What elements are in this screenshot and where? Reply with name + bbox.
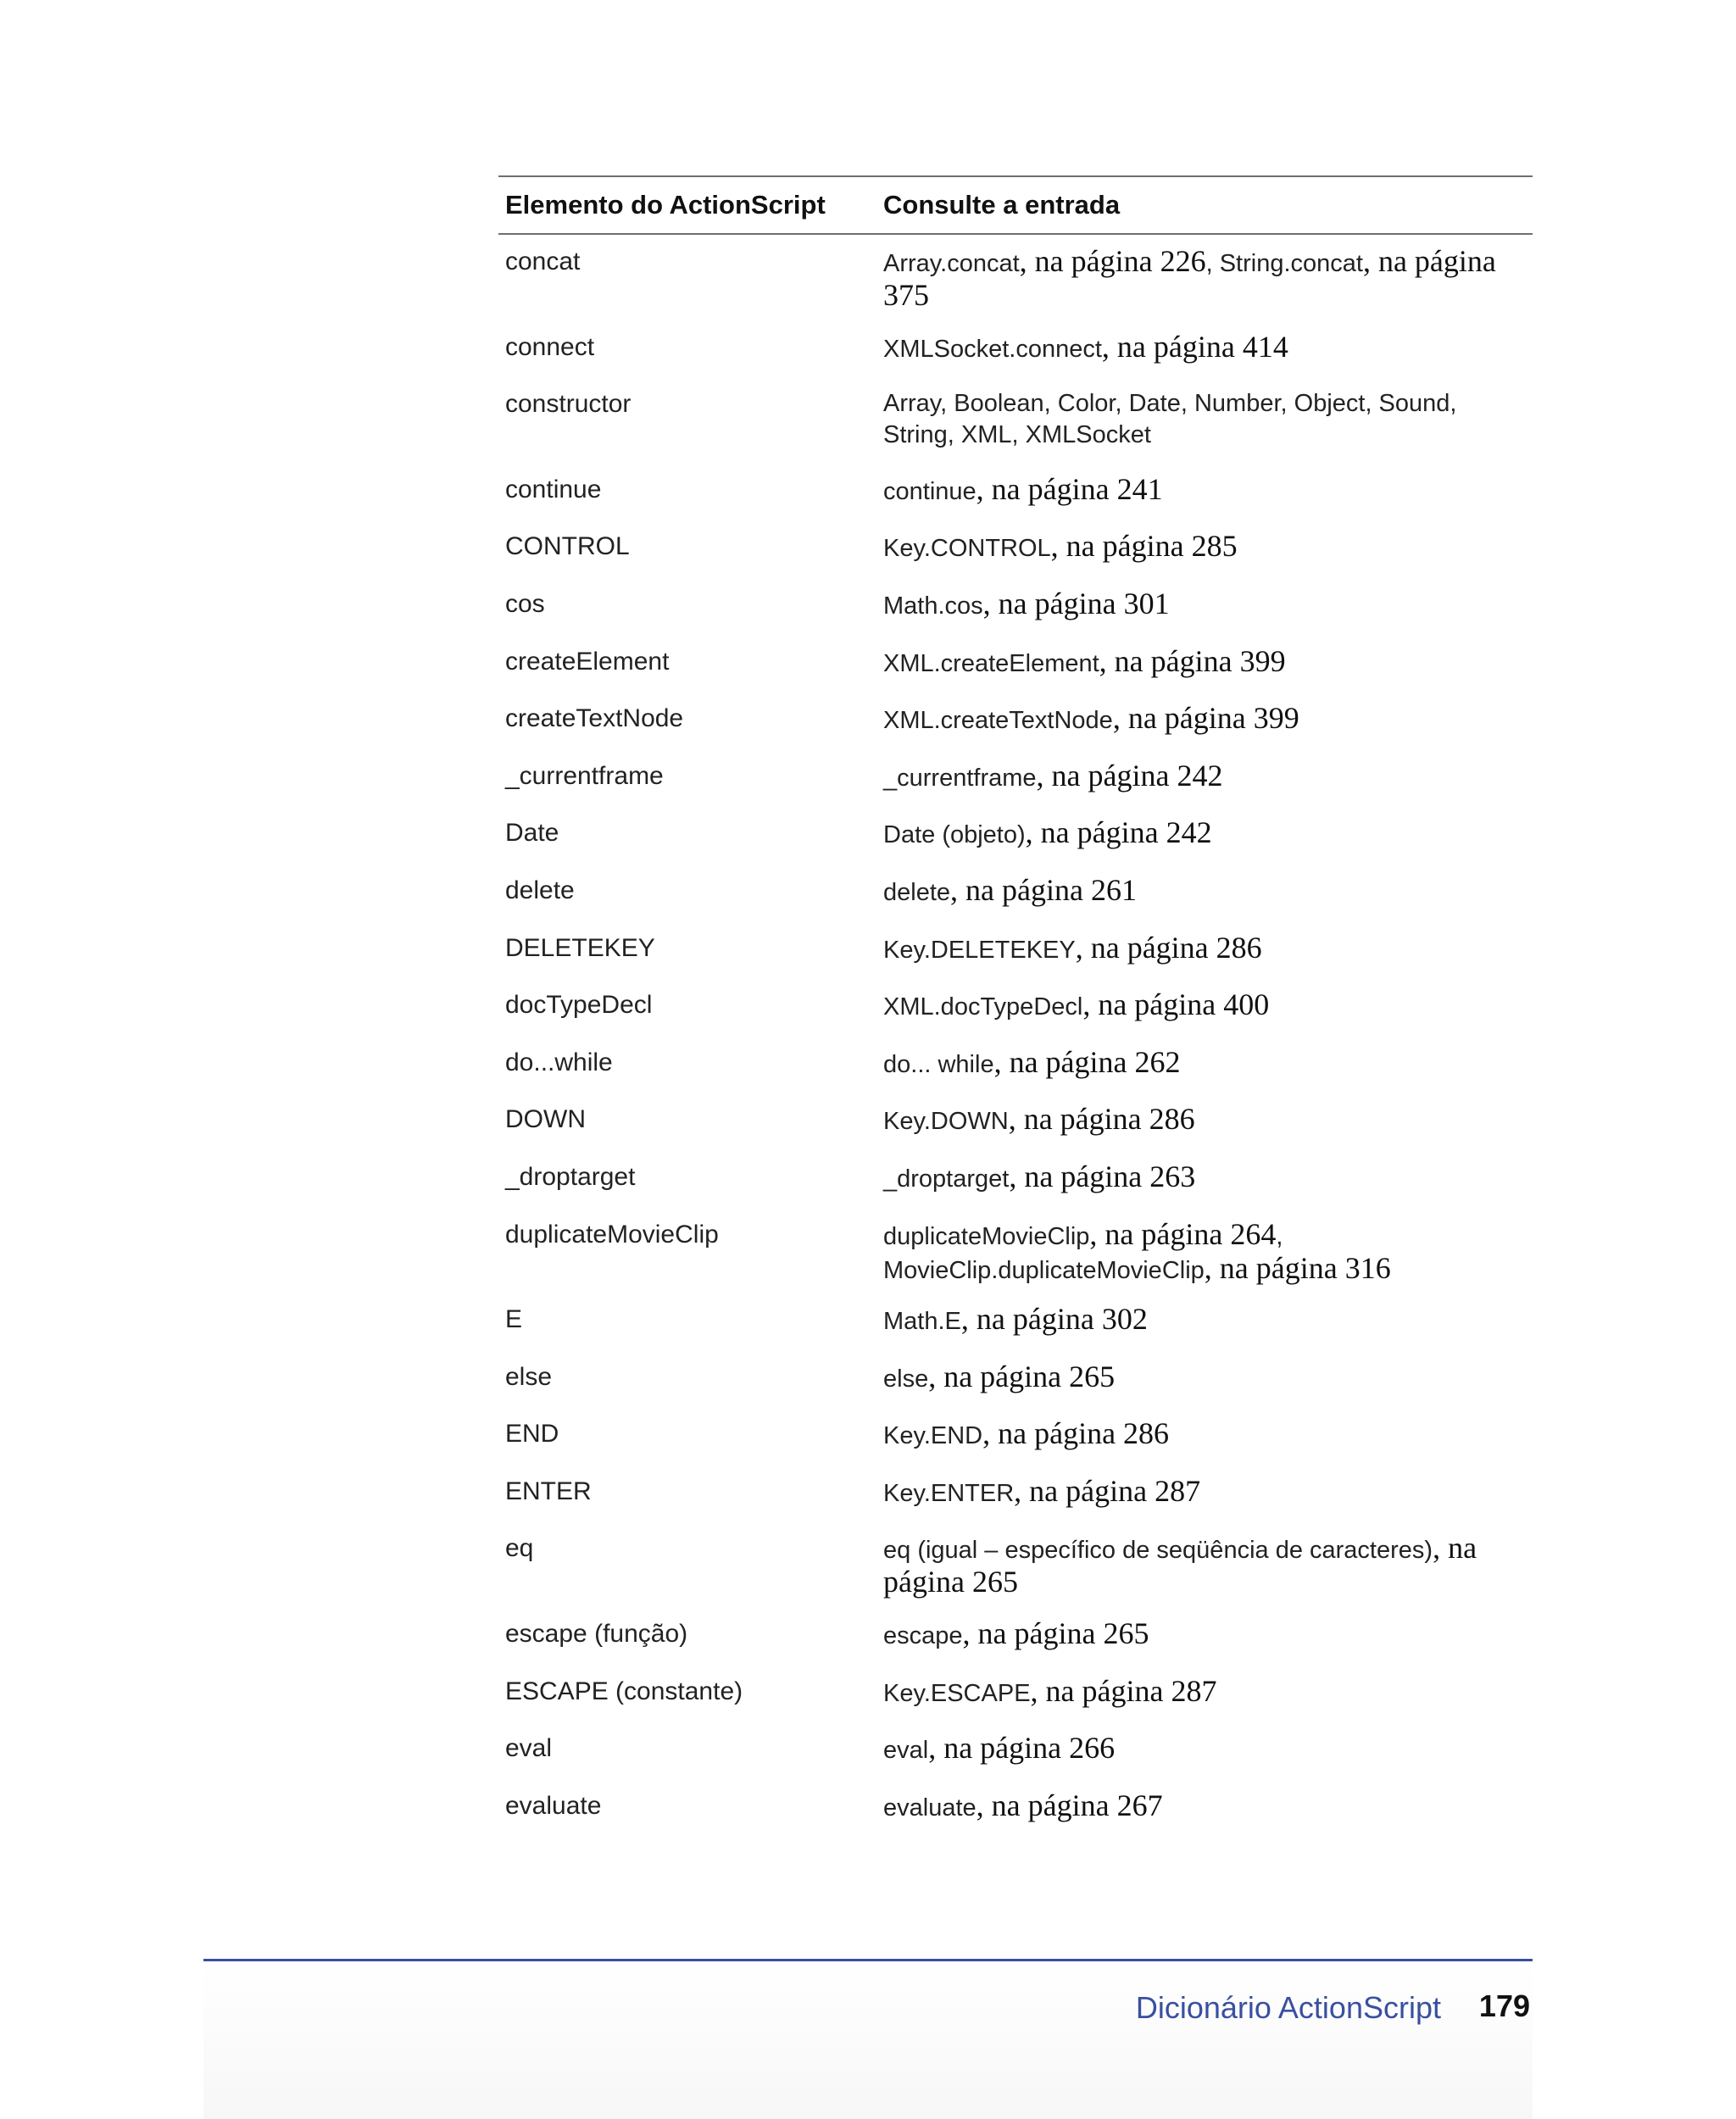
entry-reference — [883, 329, 1533, 367]
entry-reference — [883, 1159, 1533, 1197]
reference-code: XMLSocket.connect — [883, 335, 1102, 363]
reference-code: Math.E — [883, 1308, 961, 1336]
element-term: delete — [505, 876, 575, 904]
reference-code: XML.docTypeDecl — [883, 993, 1083, 1021]
element-term: _droptarget — [505, 1162, 636, 1191]
table-row — [498, 1616, 1533, 1673]
reference-code: Key.ESCAPE — [883, 1679, 1031, 1707]
reference-code: _currentframe — [883, 764, 1037, 792]
reference-code: duplicateMovieClip — [883, 1222, 1090, 1250]
entry-reference — [883, 1673, 1533, 1711]
reference-page: , na página 226 — [1019, 244, 1206, 278]
reference-code: eval — [883, 1737, 929, 1765]
reference-page: , na página 265 — [883, 1531, 1477, 1599]
reference-page: , na página 265 — [928, 1359, 1116, 1393]
reference-page: , na página 399 — [1112, 701, 1299, 736]
entry-reference — [883, 872, 1533, 910]
table-row — [498, 1473, 1533, 1531]
reference-code: XML.createElement — [883, 649, 1099, 677]
table-row — [498, 1301, 1533, 1359]
element-term: eval — [505, 1734, 553, 1763]
entry-reference — [883, 930, 1533, 968]
reference-page: , na página 286 — [982, 1416, 1170, 1451]
element-term: ESCAPE (constante) — [505, 1677, 743, 1705]
header-element: Elemento do ActionScript — [505, 190, 826, 220]
table-row — [498, 471, 1533, 529]
table-row — [498, 586, 1533, 643]
element-term: connect — [505, 332, 595, 361]
element-term: END — [505, 1420, 559, 1449]
entry-reference — [883, 243, 1533, 315]
reference-page: , na página 287 — [1030, 1673, 1217, 1708]
entry-reference — [883, 528, 1533, 566]
element-term: createTextNode — [505, 704, 684, 733]
reference-code: Key.DOWN — [883, 1108, 1009, 1136]
reference-page: , na página 400 — [1082, 987, 1270, 1022]
table-row — [498, 1044, 1533, 1102]
element-term: docTypeDecl — [505, 991, 653, 1020]
element-term: duplicateMovieClip — [505, 1220, 719, 1249]
table-row — [498, 1159, 1533, 1216]
footer-shade — [203, 1961, 1533, 2119]
table-row — [498, 1216, 1533, 1302]
entry-reference — [883, 1216, 1533, 1288]
reference-page: , na página 265 — [962, 1616, 1149, 1651]
element-term: cos — [505, 589, 545, 618]
element-term: _currentframe — [505, 761, 664, 790]
table-row — [498, 930, 1533, 987]
reference-page: , na página 261 — [950, 872, 1137, 907]
entry-reference — [883, 586, 1533, 624]
entry-reference — [883, 1359, 1533, 1397]
element-term: evaluate — [505, 1791, 602, 1820]
reference-code: Array.concat — [883, 250, 1020, 277]
entry-reference — [883, 987, 1533, 1025]
reference-page: , na página 302 — [960, 1302, 1148, 1337]
element-term: createElement — [505, 647, 670, 676]
reference-page: , na página 301 — [982, 586, 1170, 620]
element-term: E — [505, 1305, 523, 1334]
reference-page: , na página 267 — [976, 1788, 1163, 1822]
table-row — [498, 872, 1533, 930]
reference-page: , na página 316 — [1204, 1250, 1391, 1285]
reference-code: escape — [883, 1622, 963, 1650]
reference-code: eq (igual – específico de seqüência de caracteres) — [883, 1537, 1433, 1565]
reference-code: _droptarget — [883, 1165, 1010, 1193]
table-row — [498, 243, 1533, 329]
entry-reference — [883, 1530, 1533, 1602]
table-row — [498, 758, 1533, 815]
table-row — [498, 1673, 1533, 1731]
reference-code: Date (objeto) — [883, 821, 1026, 849]
reference-page: , na página 266 — [928, 1731, 1116, 1766]
reference-code: Math.cos — [883, 592, 983, 620]
table-body — [498, 235, 1533, 1844]
entry-reference — [883, 1730, 1533, 1768]
reference-page: , na página 285 — [1050, 529, 1238, 564]
element-term: concat — [505, 247, 581, 275]
table-row — [498, 1415, 1533, 1473]
reference-code: evaluate — [883, 1794, 976, 1821]
table-row — [498, 643, 1533, 701]
element-term: escape (função) — [505, 1620, 688, 1649]
reference-code: , MovieClip.duplicateMovieClip — [883, 1222, 1283, 1284]
reference-code: , String.concat — [1205, 250, 1363, 277]
element-term: eq — [505, 1534, 534, 1563]
reference-page: , na página 241 — [976, 471, 1163, 506]
footer-rule — [203, 1959, 1533, 1961]
element-term: DOWN — [505, 1105, 586, 1134]
entry-reference — [883, 700, 1533, 738]
entry-reference — [883, 758, 1533, 796]
element-term: constructor — [505, 390, 632, 419]
table-row — [498, 1101, 1533, 1159]
reference-page: , na página 399 — [1099, 643, 1286, 678]
reference-page: , na página 286 — [1075, 930, 1262, 965]
table-row — [498, 1530, 1533, 1616]
reference-code: delete — [883, 878, 951, 906]
table-row — [498, 329, 1533, 387]
reference-page: , na página 242 — [1025, 815, 1212, 850]
entry-reference — [883, 1101, 1533, 1139]
footer-title: Dicionário ActionScript — [1135, 1990, 1441, 2025]
reference-code: Key.ENTER — [883, 1479, 1015, 1507]
entry-reference — [883, 815, 1533, 853]
reference-page: , na página 262 — [993, 1044, 1181, 1079]
reference-table — [498, 175, 1533, 1844]
reference-code: do... while — [883, 1050, 994, 1078]
element-term: DELETEKEY — [505, 933, 655, 962]
reference-code: Array, Boolean, Color, Date, Number, Object, Sound, String, XML, XMLSocket — [883, 390, 1457, 449]
entry-reference — [883, 643, 1533, 681]
entry-reference — [883, 1616, 1533, 1654]
entry-reference — [883, 386, 1533, 453]
reference-code: Key.END — [883, 1422, 983, 1450]
entry-reference — [883, 1473, 1533, 1511]
entry-reference — [883, 1415, 1533, 1454]
reference-code: else — [883, 1365, 929, 1393]
reference-code: Key.DELETEKEY — [883, 936, 1076, 964]
table-row — [498, 528, 1533, 586]
entry-reference — [883, 1301, 1533, 1339]
reference-page: , na página 414 — [1101, 329, 1288, 364]
reference-code: Key.CONTROL — [883, 535, 1051, 563]
table-row — [498, 1730, 1533, 1788]
reference-code: XML.createTextNode — [883, 707, 1113, 735]
element-term: Date — [505, 819, 559, 848]
element-term: continue — [505, 475, 602, 503]
header-see-entry: Consulte a entrada — [883, 190, 1121, 220]
reference-page: , na página 242 — [1036, 758, 1223, 793]
element-term: else — [505, 1362, 553, 1391]
reference-page: , na página 286 — [1008, 1102, 1195, 1137]
page-number: 179 — [1478, 1988, 1530, 2023]
element-term: do...while — [505, 1048, 613, 1076]
table-row — [498, 386, 1533, 471]
entry-reference — [883, 1788, 1533, 1826]
table-row — [498, 1359, 1533, 1416]
entry-reference — [883, 471, 1533, 509]
table-row — [498, 815, 1533, 872]
reference-page: , na página 263 — [1009, 1159, 1196, 1193]
table-row — [498, 987, 1533, 1044]
table-row — [498, 700, 1533, 758]
reference-page: , na página 375 — [883, 244, 1496, 312]
reference-page: , na página 264 — [1089, 1216, 1277, 1251]
reference-page: , na página 287 — [1014, 1473, 1201, 1508]
reference-code: continue — [883, 477, 976, 505]
element-term: ENTER — [505, 1477, 592, 1505]
table-header — [498, 177, 1533, 233]
entry-reference — [883, 1044, 1533, 1082]
element-term: CONTROL — [505, 532, 630, 561]
table-row — [498, 1788, 1533, 1845]
